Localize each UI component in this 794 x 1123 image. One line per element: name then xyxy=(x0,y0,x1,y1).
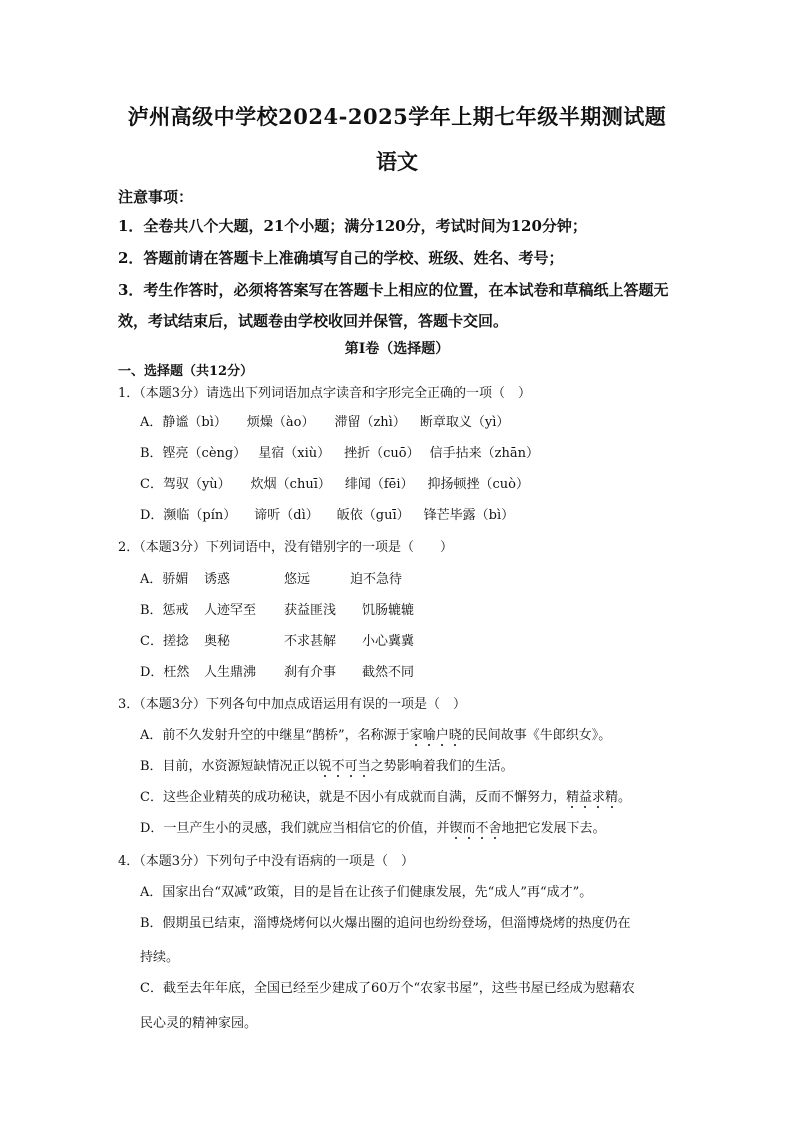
option-word: 炊烟（chuī） xyxy=(250,477,331,492)
option-word: B．铿亮（cèng） xyxy=(140,446,247,461)
emphasis-char: 精 xyxy=(605,790,619,805)
part-heading: 一、选择题（共12分） xyxy=(118,364,254,379)
question-4-option-b-line-2: 持续。 xyxy=(140,950,180,965)
emphasis-char: 锲 xyxy=(449,821,463,836)
option-text: 之势影响着我们的生活。 xyxy=(370,759,514,774)
page-title: 泸州高级中学校2024-2025学年上期七年级半期测试题 xyxy=(127,104,667,129)
notice-item-1: 1．全卷共八个大题，21个小题；满分120分，考试时间为120分钟； xyxy=(118,217,587,235)
option-word: 诱惑 xyxy=(204,572,231,587)
option-word: D．枉然 xyxy=(140,665,190,680)
question-1-option-a xyxy=(140,412,695,434)
emphasis-char: 益 xyxy=(578,790,592,805)
question-1-stem: 1．（本题3分）请选出下列词语加点字读音和字形完全正确的一项（ ） xyxy=(118,386,532,401)
option-word: 抑扬顿挫（cuò） xyxy=(427,477,530,492)
dotted-idiom xyxy=(566,790,618,805)
question-1-option-b xyxy=(140,443,695,465)
question-2-option-b xyxy=(140,600,695,622)
emphasis-char: 户 xyxy=(435,728,449,743)
option-word: 饥肠辘辘 xyxy=(362,603,415,618)
question-4-option-a: A．国家出台“双减”政策，目的是旨在让孩子们健康发展，先“成人”再“成才”。 xyxy=(140,885,593,900)
question-2-option-d xyxy=(140,662,695,684)
question-4-option-b-line-1: B．假期虽已结束，淄博烧烤何以火爆出圈的追问也纷纷登场，但淄博烧烤的热度仍在 xyxy=(140,916,631,931)
emphasis-char: 可 xyxy=(344,759,358,774)
option-word: D．濒临（pín） xyxy=(140,508,237,523)
notice-item-3: 3．考生作答时，必须将答案写在答题卡上相应的位置，在本试卷和草稿纸上答题无效，考试结束后，试题卷由学校收回并保管，答题卡交回。 xyxy=(118,281,669,330)
question-3-option-c xyxy=(140,787,695,809)
question-2-option-a xyxy=(140,569,695,591)
option-word: 人迹罕至 xyxy=(204,603,257,618)
emphasis-char: 舍 xyxy=(488,821,502,836)
option-text: D．一旦产生小的灵感，我们就应当相信它的价值，并 xyxy=(140,821,450,836)
emphasis-char: 当 xyxy=(357,759,371,774)
emphasis-char: 锐 xyxy=(318,759,332,774)
option-word: 悠远 xyxy=(284,572,311,587)
question-4-stem: 4．（本题3分）下列句子中没有语病的一项是（ ） xyxy=(118,854,415,869)
option-word: 滞留（zhì） xyxy=(334,415,406,430)
notice-heading: 注意事项： xyxy=(118,188,194,206)
option-word: 挫折（cuō） xyxy=(344,446,420,461)
option-word: 断章取义（yì） xyxy=(419,415,510,430)
option-text: C．这些企业精英的成功秘诀，就是不因小有成就而自满，反而不懈努力， xyxy=(140,790,566,805)
option-word: 星宿（xiù） xyxy=(258,446,331,461)
option-word: 锋芒毕露（bì） xyxy=(423,508,515,523)
option-word: 人生鼎沸 xyxy=(204,665,257,680)
option-word: A．骄媚 xyxy=(140,572,189,587)
question-4-option-c-line-2: 民心灵的精神家园。 xyxy=(140,1016,258,1031)
notice-item-2: 2．答题前请在答题卡上准确填写自己的学校、班级、姓名、考号； xyxy=(118,249,564,267)
option-word: 信手拈来（zhān） xyxy=(429,446,539,461)
subject-title: 语文 xyxy=(376,149,418,174)
option-text: 地把它发展下去。 xyxy=(501,821,606,836)
emphasis-char: 家 xyxy=(409,728,423,743)
option-word: 奥秘 xyxy=(204,634,231,649)
question-2-option-c xyxy=(140,631,695,653)
option-word: 皈依（guī） xyxy=(336,508,410,523)
option-word: 烦燥（ào） xyxy=(246,415,315,430)
option-word: C．驾驭（yù） xyxy=(140,477,231,492)
option-text: 。 xyxy=(618,790,632,805)
emphasis-char: 晓 xyxy=(448,728,462,743)
option-text: B．目前，水资源短缺情况正以 xyxy=(140,759,319,774)
emphasis-char: 求 xyxy=(591,790,605,805)
question-3-option-d xyxy=(140,818,695,840)
section-heading: 第Ⅰ卷（选择题） xyxy=(344,341,450,357)
dotted-idiom xyxy=(319,759,371,774)
question-4-option-c-line-1: C．截至去年年底，全国已经至少建成了60万个“农家书屋”，这些书屋已经成为慰藉农 xyxy=(140,981,635,996)
option-word: 截然不同 xyxy=(362,665,415,680)
option-word: 谛听（dì） xyxy=(254,508,319,523)
emphasis-char: 不 xyxy=(331,759,345,774)
question-1-option-c xyxy=(140,474,695,496)
emphasis-char: 不 xyxy=(475,821,489,836)
option-word: 不求甚解 xyxy=(284,634,337,649)
option-word: A．静谧（bì） xyxy=(140,415,227,430)
option-word: C．搓捻 xyxy=(140,634,189,649)
question-3-option-b xyxy=(140,756,695,778)
option-text: A．前不久发射升空的中继星“鹊桥”，名称源于 xyxy=(140,728,410,743)
option-word: 获益匪浅 xyxy=(284,603,337,618)
option-word: 小心冀冀 xyxy=(362,634,415,649)
question-1-option-d xyxy=(140,505,695,527)
question-3-option-a xyxy=(140,725,695,747)
option-word: 刹有介事 xyxy=(284,665,337,680)
option-word: B．惩戒 xyxy=(140,603,189,618)
question-3-stem: 3．（本题3分）下列各句中加点成语运用有误的一项是（ ） xyxy=(118,697,467,712)
emphasis-char: 精 xyxy=(565,790,579,805)
emphasis-char: 而 xyxy=(462,821,476,836)
option-text: 的民间故事《牛郎织女》。 xyxy=(461,728,612,743)
question-2-stem: 2．（本题3分）下列词语中，没有错别字的一项是（ ） xyxy=(118,540,454,555)
dotted-idiom xyxy=(410,728,462,743)
option-word: 绯闻（fēi） xyxy=(344,477,414,492)
emphasis-char: 喻 xyxy=(422,728,436,743)
dotted-idiom xyxy=(449,821,501,836)
option-word: 迫不急待 xyxy=(350,572,403,587)
